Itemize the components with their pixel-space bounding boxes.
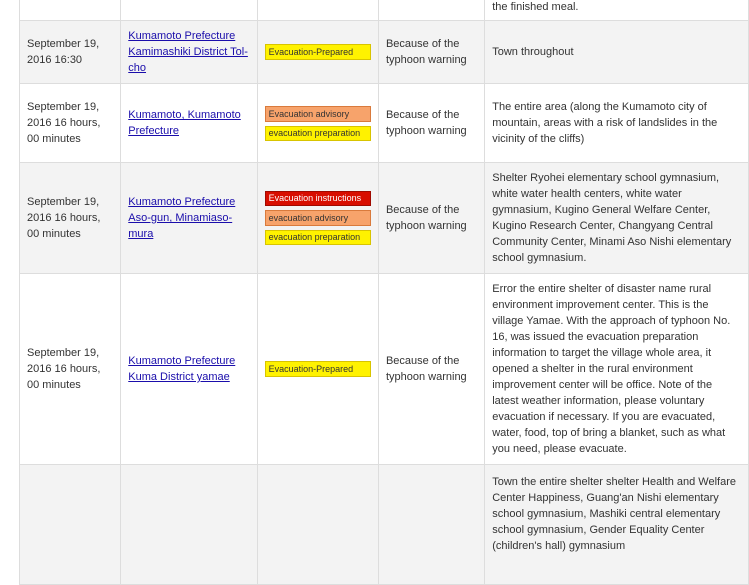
status-badge: evacuation preparation <box>265 230 371 245</box>
place-cell <box>121 163 257 274</box>
evacuation-table-body <box>20 0 749 585</box>
target-cell <box>485 0 749 21</box>
reason-cell <box>378 0 484 21</box>
place-link[interactable]: Kumamoto, Kumamoto Prefecture <box>128 109 241 137</box>
place-cell <box>121 465 257 585</box>
date-cell: September 19, 2016 16 hours, 00 minutes <box>20 84 121 163</box>
reason-cell: Because of the typhoon warning <box>378 21 484 84</box>
table-row <box>20 274 749 465</box>
status-cell <box>257 465 378 585</box>
table-row <box>20 84 749 163</box>
place-link[interactable]: Kumamoto Prefecture Kuma District yamae <box>128 355 236 383</box>
status-badge: Evacuation-Prepared <box>265 361 371 377</box>
status-badge: Evacuation advisory <box>265 106 371 122</box>
target-text: Town the entire shelter shelter Health and Welfare Center Happiness, Guang'an Nishi elementary school gymnasium, Mashiki central elementary school gymnasium, Gender Equality Center (children's hall) gymnasium <box>492 476 736 552</box>
target-cell: Shelter Ryohei elementary school gymnasium, white water health centers, white water gymnasium, Kugino General Welfare Center, Kugino Research Center, Changyang Central Community Center, Minami Aso Nishi elementary school gymnasium. <box>485 163 749 274</box>
place-cell <box>121 84 257 163</box>
target-cell <box>485 465 749 585</box>
status-cell <box>257 163 378 274</box>
table-row <box>20 0 749 21</box>
target-text: the finished meal. <box>492 1 579 13</box>
target-cell: Error the entire shelter of disaster name rural environment improvement center. This is the village Yamae. With the approach of typhoon No. 16, was issued the evacuation preparation information to target the village whole area, it opened a shelter in the rural environment improvement center will be office. Note of the latest weather information, please voluntary evacuation if necessary. If you are evacuated, water, food, top of bring a blanket, such as what you need, please evacuate. <box>485 274 749 465</box>
target-cell: Town throughout <box>485 21 749 84</box>
target-cell: The entire area (along the Kumamoto city of mountain, areas with a risk of landslides in the vicinity of the cliffs) <box>485 84 749 163</box>
status-cell <box>257 84 378 163</box>
place-cell <box>121 274 257 465</box>
reason-cell: Because of the typhoon warning <box>378 274 484 465</box>
evacuation-table <box>19 0 749 585</box>
status-badge: evacuation preparation <box>265 126 371 141</box>
date-cell <box>20 465 121 585</box>
status-badge: Evacuation instructions <box>265 191 371 206</box>
place-cell <box>121 21 257 84</box>
date-cell <box>20 0 121 21</box>
reason-cell <box>378 465 484 585</box>
date-cell: September 19, 2016 16:30 <box>20 21 121 84</box>
status-badge: Evacuation-Prepared <box>265 44 371 60</box>
place-cell <box>121 0 257 21</box>
reason-cell: Because of the typhoon warning <box>378 163 484 274</box>
reason-cell: Because of the typhoon warning <box>378 84 484 163</box>
place-link[interactable]: Kumamoto Prefecture Aso-gun, Minamiaso-mura <box>128 196 236 240</box>
table-row <box>20 163 749 274</box>
status-cell <box>257 274 378 465</box>
status-cell <box>257 21 378 84</box>
table-row <box>20 21 749 84</box>
table-row <box>20 465 749 585</box>
place-link[interactable]: Kumamoto Prefecture Kamimashiki District Tol-cho <box>128 30 248 74</box>
status-badge: evacuation advisory <box>265 210 371 226</box>
status-cell <box>257 0 378 21</box>
date-cell: September 19, 2016 16 hours, 00 minutes <box>20 274 121 465</box>
date-cell: September 19, 2016 16 hours, 00 minutes <box>20 163 121 274</box>
